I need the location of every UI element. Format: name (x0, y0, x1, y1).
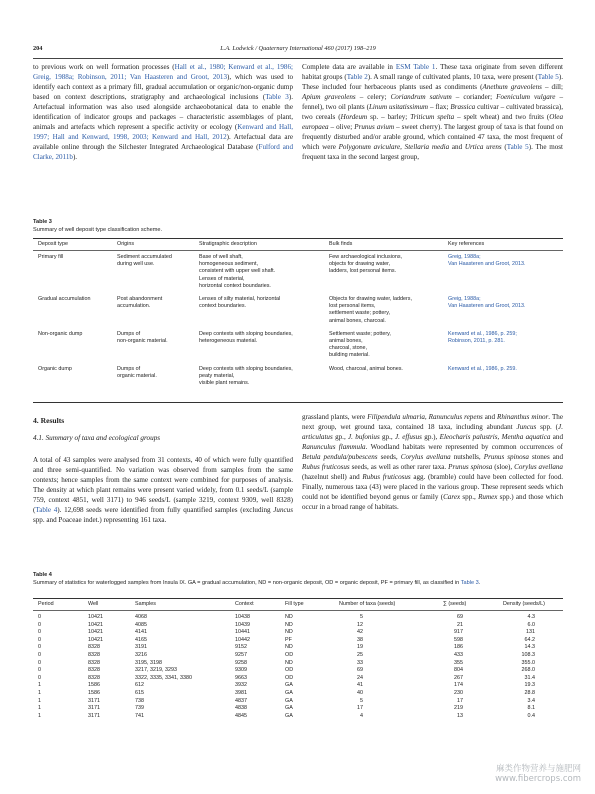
reference-link[interactable]: Greig, 1988a; (448, 254, 481, 260)
table4-cell-sum-seeds: 219 (454, 705, 463, 712)
italic-taxon: Carex (443, 493, 461, 501)
cell-line: Organic dump (38, 365, 72, 372)
running-head: L.A. Lodwick / Quaternary International 460 (2017) 198–219 (220, 45, 376, 52)
table4-cell-well: 1586 (88, 690, 100, 696)
cell-line: Primary fill (38, 254, 64, 260)
table4-cell-well: 10421 (88, 614, 103, 620)
table4-cell-fill-type: ND (285, 614, 293, 620)
table4-cell-fill-type: GA (285, 712, 293, 719)
cell-line: Post abandonment (117, 296, 163, 302)
table4-cell-density: 19.3 (524, 682, 535, 689)
table4-cell-fill-type: GA (285, 682, 293, 689)
table4-cell-sum-seeds: 13 (457, 712, 463, 719)
cell-line: Objects for drawing water, ladders, (329, 296, 412, 302)
table4-cell-num-taxa: 5 (360, 697, 363, 704)
table4-cell-well: 8328 (88, 667, 100, 674)
italic-taxon: Rubus fruticosus (302, 463, 350, 471)
italic-taxon: Filipendula ulmaria, Ranunculus repens (367, 413, 483, 421)
table3-cell-origins (117, 254, 172, 268)
table4-cell-period: 0 (38, 659, 41, 666)
citation-link[interactable]: Table 3 (460, 579, 479, 586)
table3-cell-key-references (448, 254, 526, 268)
table4-header-density: Density (seeds/L) (503, 601, 545, 607)
cell-line: building material. (329, 352, 370, 359)
text-run: – fennel), two oil plants ( (302, 93, 564, 111)
cell-line: Gradual accumulation (38, 296, 91, 302)
cell-line: Few archaeological inclusions, (329, 254, 403, 260)
reference-link[interactable]: Greig, 1988a; (448, 296, 481, 302)
italic-taxon: Coriandrum sativum (390, 93, 452, 101)
italic-taxon: J. effusus (395, 433, 422, 441)
table4-cell-context: 3932 (235, 682, 247, 689)
header-rule (33, 58, 563, 59)
table4-caption-text (33, 580, 480, 586)
table4-top-rule (33, 598, 563, 599)
table4-cell-sum-seeds: 21 (457, 621, 463, 628)
text-run: – dill; (541, 83, 563, 91)
text-run: gp., (379, 433, 395, 441)
table3-header-refs: Key references (448, 241, 485, 247)
table3-cell-deposit-type (38, 296, 90, 303)
table4-cell-well: 3171 (88, 705, 100, 712)
table3-cell-bulk-finds (329, 296, 412, 325)
text-run: to previous work on well formation processes ( (33, 63, 175, 71)
table4-cell-sum-seeds: 69 (457, 614, 463, 620)
table4-cell-fill-type: ND (285, 629, 293, 636)
table4-cell-well: 3171 (88, 712, 100, 719)
text-run: nutshells, (450, 453, 484, 461)
italic-taxon: Corylus avellana (514, 463, 563, 471)
text-run: ). Artefactual information was also used alongside archaeobotanical data to enable the identification of indicator groups and packages – characteristic assemblages of plant, animals and artefacts which represent a specific activity or ecology ( (33, 93, 293, 131)
text-run: – sweet cherry). The largest group of taxa is that found on frequently disturbed and/or arable ground, which contained 47 taxa, the most frequent of which were (302, 123, 563, 151)
text-run: cultivar – cultivated brassica), two cereals ( (302, 103, 563, 121)
text-run: ). Artefactual data are available online through the Silchester Integrated Archaeological Database ( (33, 133, 293, 151)
table4-cell-period: 1 (38, 697, 41, 704)
table4-cell-samples: 4068 (135, 614, 147, 620)
italic-taxon: Rumex (478, 493, 498, 501)
cell-line: Lenses of silty material, horizontal (199, 296, 281, 302)
table4-cell-samples: 3322, 3335, 3341, 3380 (135, 674, 192, 681)
table4-cell-num-taxa: 69 (357, 667, 363, 674)
cell-line: context boundaries. (199, 303, 247, 310)
table4-cell-num-taxa: 25 (357, 652, 363, 658)
italic-taxon: Hordeum (340, 113, 368, 121)
text-run: – flax; (428, 103, 451, 111)
table3-cell-deposit-type (38, 254, 63, 261)
reference-link[interactable]: Robinson, 2011, p. 281. (448, 338, 505, 344)
table4-cell-samples: 612 (135, 682, 144, 689)
text-run: sp. – barley; (367, 113, 411, 121)
table4-cell-well: 1586 (88, 682, 100, 689)
table3-header-deposit: Deposit type (38, 241, 68, 247)
table3-cell-bulk-finds (329, 331, 391, 360)
citation-link[interactable]: Table 5 (506, 143, 529, 151)
cell-line: animal bones, charcoal. (329, 317, 386, 324)
table3-cell-strat-description (199, 366, 293, 388)
italic-taxon: Prunus spinosa (483, 453, 529, 461)
table4-cell-context: 9152 (235, 644, 247, 651)
table4-cell-samples: 4085 (135, 621, 147, 628)
cell-line: Sediment accumulated (117, 254, 172, 260)
table4-cell-samples: 3191 (135, 644, 147, 651)
table4-cell-density: 31.4 (524, 674, 535, 681)
text-run: ). These included four herbaceous plants used as condiments ( (302, 73, 563, 91)
table4-cell-fill-type: GA (285, 705, 293, 712)
italic-taxon: Ranunculus flammula (302, 443, 366, 451)
cell-line: Base of well shaft, (199, 254, 243, 260)
text-run: – spelt wheat) and two fruits ( (454, 113, 550, 121)
italic-taxon: Juncus (516, 423, 537, 431)
cell-line: peaty material, (199, 372, 235, 379)
italic-taxon: J. bufonius (348, 433, 380, 441)
table4-cell-fill-type: ND (285, 659, 293, 666)
italic-taxon: Prunus spinosa (448, 463, 493, 471)
italic-taxon: Polygonum aviculare, Stellaria media (338, 143, 450, 151)
table4-cell-samples: 738 (135, 697, 144, 704)
table3-cell-origins (117, 331, 168, 345)
text-run: spp. and Poaceae indet.) representing 161 taxa. (33, 516, 167, 524)
table4-cell-period: 0 (38, 614, 41, 620)
table4-cell-density: 4.3 (527, 614, 535, 620)
table4-cell-sum-seeds: 186 (454, 644, 463, 651)
table4-cell-density: 6.0 (527, 621, 535, 628)
table4-cell-samples: 739 (135, 705, 144, 712)
table4-cell-density: 268.0 (521, 667, 535, 674)
watermark-line1: 麻类作物营养与施肥网 (495, 764, 581, 774)
table4-cell-num-taxa: 24 (357, 674, 363, 681)
right-top-paragraph (302, 62, 563, 162)
table4-cell-period: 0 (38, 674, 41, 681)
table4-cell-num-taxa: 42 (357, 629, 363, 636)
text-run: seeds, (377, 453, 401, 461)
table4-caption (33, 572, 563, 587)
table4-header-num-taxa: Number of taxa (seeds) (339, 601, 396, 607)
text-run: (sloe), (492, 463, 515, 471)
citation-link[interactable]: Kenward and Hall, 1997; Hall and Kenward, 1998, 2003; Kenward and Hall, 2012 (33, 123, 293, 141)
italic-taxon: Olea europaea (302, 113, 563, 131)
italic-taxon: Betula pendula/pubescens (302, 453, 378, 461)
table4-cell-samples: 615 (135, 690, 144, 696)
cell-line: Deep contexts with sloping boundaries, (199, 330, 293, 337)
table4-cell-context: 9257 (235, 652, 247, 658)
table4-cell-context: 4837 (235, 697, 247, 704)
text-run: spp.) and those which occur in a broad range of habitats. (302, 493, 563, 511)
text-run: grassland plants, were (302, 413, 368, 421)
table4-cell-sum-seeds: 267 (454, 674, 463, 681)
table4-cell-well: 10421 (88, 636, 103, 643)
table3-cell-key-references (448, 366, 517, 373)
table3-header-rule (33, 250, 563, 251)
table4-cell-density: 8.1 (527, 705, 535, 712)
table4-cell-samples: 3217, 3219, 3293 (135, 667, 177, 674)
text-run: . (478, 579, 481, 586)
table4-cell-num-taxa: 38 (357, 636, 363, 643)
table3-caption (33, 219, 563, 234)
cell-line: charcoal, stone, (329, 345, 368, 352)
cell-line: heterogeneous material. (199, 338, 258, 344)
reference-link[interactable]: Van Haasteren and Groot, 2013. (448, 303, 526, 310)
results-heading: 4. Results (33, 416, 65, 425)
table4-cell-density: 0.4 (527, 712, 535, 719)
italic-taxon: Brassica (450, 103, 476, 111)
italic-taxon: Rubus fruticosus (362, 473, 411, 481)
table3-cell-bulk-finds (329, 366, 403, 373)
text-run: agg. (bramble) could have been collected for food. Finally, numerous taxa (43) were placed in the various group. These represent seeds which could not be identified beyond genus or family ( (302, 473, 563, 501)
cell-line: Lenses of material, (199, 275, 245, 282)
table4-cell-well: 3171 (88, 697, 100, 704)
cell-line: consistent with upper well shaft. (199, 268, 276, 275)
table4-cell-fill-type: OD (285, 667, 294, 674)
page-header (33, 45, 563, 57)
cell-line: Non-organic dump (38, 330, 83, 337)
table4-cell-density: 131 (526, 629, 535, 636)
italic-taxon: Triticum spelta (410, 113, 455, 121)
table4-header-well: Well (88, 601, 99, 607)
cell-line: ladders, lost personal items. (329, 268, 397, 275)
cell-line: homogeneous sediment, (199, 261, 259, 268)
table3-cell-origins (117, 296, 162, 310)
table4-cell-fill-type: ND (285, 644, 293, 651)
table4-cell-period: 0 (38, 629, 41, 636)
table4-cell-well: 10421 (88, 629, 103, 636)
cell-line: Settlement waste; pottery, (329, 330, 391, 337)
italic-taxon: Foeniculum vulgare (496, 93, 556, 101)
text-run: stones and (528, 453, 563, 461)
table4-cell-samples: 3216 (135, 652, 147, 658)
italic-taxon: Corylus avellana (400, 453, 451, 461)
table3-header-finds: Bulk finds (329, 241, 353, 247)
table4-cell-sum-seeds: 804 (454, 667, 463, 674)
table4-cell-well: 8328 (88, 644, 100, 651)
cell-line: accumulation. (117, 303, 151, 310)
table4-label: Table 4 (33, 572, 52, 578)
reference-link[interactable]: Kenward et al., 1986, p. 259. (448, 365, 517, 372)
cell-line: Dumps of (117, 330, 141, 337)
table4-cell-num-taxa: 17 (357, 705, 363, 712)
table3-top-rule (33, 238, 563, 239)
table4-cell-fill-type: PF (285, 636, 292, 643)
table4-cell-fill-type: ND (285, 621, 293, 628)
table4-cell-period: 0 (38, 667, 41, 674)
citation-link[interactable]: Table 5 (537, 73, 559, 81)
italic-taxon: Juncus (273, 506, 293, 514)
text-run: – olive; (328, 123, 355, 131)
cell-line: settlement waste; pottery, (329, 310, 391, 317)
reference-link[interactable]: Van Haasteren and Groot, 2013. (448, 261, 526, 268)
table4-header-rule (33, 610, 563, 611)
table3-cell-strat-description (199, 331, 293, 345)
italic-taxon: Anethum graveolens (482, 83, 542, 91)
cell-line: Deep contexts with sloping boundaries, (199, 365, 293, 372)
table4-cell-samples: 4141 (135, 629, 147, 636)
table4-cell-density: 28.8 (524, 690, 535, 696)
text-run: ( (501, 143, 507, 151)
table4-cell-context: 9258 (235, 659, 247, 666)
table4-cell-period: 1 (38, 705, 41, 712)
table4-cell-fill-type: GA (285, 697, 293, 704)
table4-cell-density: 64.2 (524, 636, 535, 643)
table4-cell-fill-type: OD (285, 652, 294, 658)
table3-header-origins: Origins (117, 241, 135, 247)
table4-cell-period: 1 (38, 690, 41, 696)
table3-cell-deposit-type (38, 331, 82, 338)
table4-cell-sum-seeds: 174 (454, 682, 463, 689)
table4-cell-period: 0 (38, 644, 41, 651)
cell-line: animal bones, (329, 338, 363, 344)
italic-taxon: Linum usitatissimum (368, 103, 429, 111)
table4-cell-period: 0 (38, 652, 41, 658)
table3-header-strat: Stratigraphic description (199, 241, 257, 247)
text-run: and (482, 413, 498, 421)
table4-cell-well: 8328 (88, 652, 100, 658)
table4-cell-density: 14.3 (524, 644, 535, 651)
table4-header-context: Context (235, 601, 254, 607)
table4-cell-context: 4838 (235, 705, 247, 712)
table4-cell-sum-seeds: 598 (454, 636, 463, 643)
table3-cell-key-references (448, 331, 517, 345)
results-subheading: 4.1. Summary of taxa and ecological groups (33, 434, 161, 442)
text-run: and (449, 143, 465, 151)
italic-taxon: Urtica urens (464, 143, 502, 151)
text-run: . The next group, wet ground taxa, contained 18 taxa, including abundant (302, 413, 563, 431)
text-run: ). 12,698 seeds were identified from fully quantified samples (excluding (57, 506, 274, 514)
table3-cell-key-references (448, 296, 526, 310)
text-run: and (550, 433, 563, 441)
table3-cell-bulk-finds (329, 254, 402, 276)
italic-taxon: Apium graveolens (302, 93, 356, 101)
text-run: A total of 43 samples were analysed from 31 contexts, 40 of which were fully quantified and three semi-quantified. No variation was observed from samples from the same contexts; hence samples from the same context were combined for purposes of analysis. The density at which plant remains were present varied widely, from 0.1 seeds/L (sample 759, context 4851, well 3171) to 946 seeds/L (sample 3219, context 9309, well 8328) ( (33, 456, 293, 514)
table4-cell-context: 9309 (235, 667, 247, 674)
table4-cell-samples: 4165 (135, 636, 147, 643)
table4-cell-context: 10442 (235, 636, 250, 643)
italic-taxon: Prunus avium (354, 123, 395, 131)
italic-taxon: Rhinanthus minor (497, 413, 549, 421)
table4-cell-density: 3.4 (527, 697, 535, 704)
table4-cell-well: 8328 (88, 674, 100, 681)
table4-cell-context: 4845 (235, 712, 247, 719)
table3-caption-text: Summary of well deposit type classification scheme. (33, 226, 163, 233)
text-run: spp. ( (536, 423, 559, 431)
table4-cell-num-taxa: 33 (357, 659, 363, 666)
text-run: ), which was used to identify each context as a primary fill, gradual accumulation or organic/non-organic dump based on context descriptions, stratigraphy and archaeological inclusions ( (33, 73, 293, 101)
citation-link[interactable]: Hall et al., 1980; Kenward et al., 1986; Greig, 1988a; Robinson, 2011; Van Haasteren and Groot, 2013 (33, 63, 293, 81)
table4-cell-well: 10421 (88, 621, 103, 628)
text-run: Summary of statistics for waterlogged samples from Insula IX. GA = gradual accumulation, ND = non-organic deposit, OD = organic deposit, PF = primary fill, as classified in (33, 579, 461, 586)
watermark-line2: www.fibercrops.com (495, 774, 581, 784)
citation-link[interactable]: Table 2 (346, 73, 368, 81)
italic-taxon: J. articulatus (302, 423, 563, 441)
cell-line: Dumps of (117, 365, 141, 372)
citation-link[interactable]: Table 4 (35, 506, 58, 514)
table4-cell-num-taxa: 40 (357, 690, 363, 696)
citation-link[interactable]: Fulford and Clarke, 2011b (33, 143, 293, 161)
table4-cell-well: 8328 (88, 659, 100, 666)
text-run: – celery; (355, 93, 391, 101)
text-run: spp., (460, 493, 479, 501)
text-run: Complete data are available in (302, 63, 396, 71)
cell-line: objects for drawing water, (329, 261, 391, 268)
text-run: seeds, as well as other rarer taxa. (349, 463, 449, 471)
page-number: 204 (33, 45, 43, 52)
table4-cell-context: 10441 (235, 629, 250, 636)
left-results-paragraph (33, 455, 293, 525)
text-run: ). The most frequent taxa in the second largest group, (302, 143, 564, 161)
table4-cell-period: 1 (38, 682, 41, 689)
cell-line: organic material. (117, 372, 157, 379)
citation-link[interactable]: ESM Table 1 (395, 63, 436, 71)
table4-cell-context: 10438 (235, 614, 250, 620)
text-run: gp.), (421, 433, 440, 441)
table4-cell-density: 108.3 (521, 652, 535, 658)
table4-header-samples: Samples (135, 601, 156, 607)
table4-cell-sum-seeds: 355 (454, 659, 463, 666)
table4-cell-fill-type: OD (285, 674, 294, 681)
table3-label: Table 3 (33, 219, 52, 225)
table4-cell-sum-seeds: 917 (454, 629, 463, 636)
text-run: (hazelnut shell) and (302, 473, 363, 481)
table4-cell-density: 355.0 (521, 659, 535, 666)
cell-line: Wood, charcoal, animal bones. (329, 365, 403, 372)
table4-cell-num-taxa: 4 (360, 712, 363, 719)
text-run: . These taxa originate from seven different habitat groups ( (302, 63, 564, 81)
text-run: . Woodland habitats were represented by common occurrences of (365, 443, 563, 451)
italic-taxon: Eleocharis palustris, Mentha aquatica (439, 433, 551, 441)
cell-line: non-organic material. (117, 338, 168, 344)
table4-cell-period: 0 (38, 621, 41, 628)
text-run: gp., (332, 433, 349, 441)
table3-cell-strat-description (199, 296, 280, 310)
table4-cell-sum-seeds: 433 (454, 652, 463, 658)
table4-cell-context: 9663 (235, 674, 247, 681)
cell-line: horizontal context boundaries. (199, 282, 271, 289)
left-top-paragraph (33, 62, 293, 162)
cell-line: during well use. (117, 261, 155, 268)
table4-cell-num-taxa: 5 (360, 614, 363, 620)
text-run: ). A small range of cultivated plants, 10 taxa, were present ( (367, 73, 538, 81)
table4-cell-samples: 741 (135, 712, 144, 719)
table4-cell-context: 3981 (235, 690, 247, 696)
right-results-paragraph (302, 412, 563, 512)
table4-header-fill-type: Fill type (285, 601, 304, 607)
table3-cell-origins (117, 366, 157, 380)
table4-cell-num-taxa: 41 (357, 682, 363, 689)
reference-link[interactable]: Kenward et al., 1986, p. 259; (448, 330, 517, 337)
citation-link[interactable]: Table 3 (265, 93, 289, 101)
table4-cell-sum-seeds: 17 (457, 697, 463, 704)
watermark (495, 764, 581, 784)
table4-header-period: Period (38, 601, 54, 607)
table4-cell-period: 1 (38, 712, 41, 719)
table3-cell-strat-description (199, 254, 275, 290)
table3-bottom-rule (33, 402, 563, 403)
table4-cell-period: 0 (38, 636, 41, 643)
table4-cell-context: 10439 (235, 621, 250, 628)
table4-cell-num-taxa: 12 (357, 621, 363, 628)
table3-cell-deposit-type (38, 366, 72, 373)
cell-line: lost personal items, (329, 303, 376, 310)
cell-line: visible plant remains. (199, 380, 250, 386)
text-run: ). (72, 153, 78, 161)
table4-cell-fill-type: GA (285, 690, 293, 696)
table4-header-sum-seeds: ∑ (seeds) (443, 601, 467, 607)
table4-cell-samples: 3195, 3198 (135, 659, 162, 666)
table4-cell-num-taxa: 19 (357, 644, 363, 651)
text-run: – coriander; (451, 93, 497, 101)
table4-cell-sum-seeds: 230 (454, 690, 463, 696)
